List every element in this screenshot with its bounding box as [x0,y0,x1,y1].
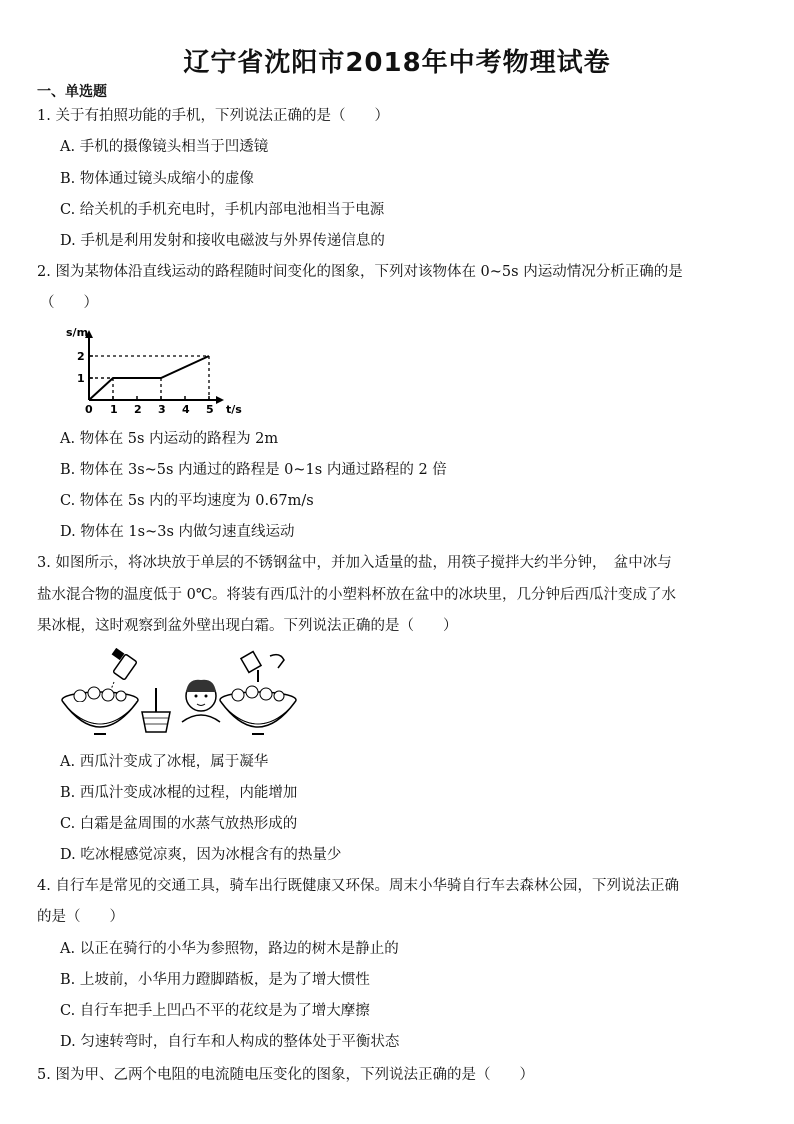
question-1-option-d: D. 手机是利用发射和接收电磁波与外界传递信息的 [60,233,385,249]
question-4-stem: 4. 自行车是常见的交通工具，骑车出行既健康又环保。周末小华骑自行车去森林公园，下列说法正确 [37,878,679,894]
watermelon-cup-lifted-icon [241,652,284,682]
question-4-stem-cont: 的是（ ） [37,909,124,925]
salt-shaker-icon [110,648,137,692]
question-3-option-a: A. 西瓜汁变成了冰棍，属于凝华 [60,754,269,770]
x-tick-label: 3 [158,403,166,416]
ice-bowl-illustration [58,648,310,738]
x-tick-label: 5 [206,403,214,416]
question-3-stem: 3. 如图所示，将冰块放于单层的不锈钢盆中，并加入适量的盐，用筷子搅拌大约半分钟， 盆中冰与 [37,555,672,571]
question-3-option-b: B. 西瓜汁变成冰棍的过程，内能增加 [60,785,298,801]
question-2-option-b: B. 物体在 3s~5s 内通过的路程是 0~1s 内通过路程的 2 倍 [60,462,447,478]
plastic-cup-icon [142,688,170,732]
steel-bowl-left-icon [62,687,138,734]
question-1-option-b: B. 物体通过镜头成缩小的虚像 [60,171,254,187]
question-2-stem-cont: （ ） [40,295,98,311]
question-1-option-a: A. 手机的摄像镜头相当于凹透镜 [60,139,269,155]
distance-time-graph [58,322,250,418]
question-1-stem: 1. 关于有拍照功能的手机，下列说法正确的是（ ） [37,108,389,124]
question-2-option-a: A. 物体在 5s 内运动的路程为 2m [60,431,279,447]
question-4-option-b: B. 上坡前，小华用力蹬脚踏板，是为了增大惯性 [60,972,370,988]
question-3-option-d: D. 吃冰棍感觉凉爽，因为冰棍含有的热量少 [60,847,342,863]
section-heading: 一、单选题 [37,84,107,100]
x-tick-label: 0 [85,403,93,416]
question-2-stem: 2. 图为某物体沿直线运动的路程随时间变化的图象，下列对该物体在 0~5s 内运动情况分析正确的是 [37,264,683,280]
question-3-option-c: C. 白霜是盆周围的水蒸气放热形成的 [60,816,298,832]
steel-bowl-right-icon [220,686,296,734]
y-tick-label: 1 [77,372,85,385]
x-tick-label: 4 [182,403,190,416]
question-3-stem-cont: 盐水混合物的温度低于 0℃。将装有西瓜汁的小塑料杯放在盆中的冰块里，几分钟后西瓜汁变成了水 [37,587,677,603]
question-4-option-c: C. 自行车把手上凹凸不平的花纹是为了增大摩擦 [60,1003,370,1019]
question-2-option-c: C. 物体在 5s 内的平均速度为 0.67m/s [60,493,314,509]
question-4-option-d: D. 匀速转弯时，自行车和人构成的整体处于平衡状态 [60,1034,400,1050]
y-axis-label: s/m [66,326,89,339]
page-title: 辽宁省沈阳市2018年中考物理试卷 [183,48,611,78]
question-5-stem: 5. 图为甲、乙两个电阻的电流随电压变化的图象，下列说法正确的是（ ） [37,1067,534,1083]
question-2-option-d: D. 物体在 1s~3s 内做匀速直线运动 [60,524,295,540]
y-tick-label: 2 [77,350,85,363]
x-axis-label: t/s [226,403,242,416]
x-tick-label: 1 [110,403,118,416]
x-tick-label: 2 [134,403,142,416]
question-3-stem-cont-2: 果冰棍，这时观察到盆外壁出现白霜。下列说法正确的是（ ） [37,618,458,634]
question-1-option-c: C. 给关机的手机充电时，手机内部电池相当于电源 [60,202,385,218]
boy-icon [182,680,220,722]
question-4-option-a: A. 以正在骑行的小华为参照物，路边的树木是静止的 [60,941,399,957]
